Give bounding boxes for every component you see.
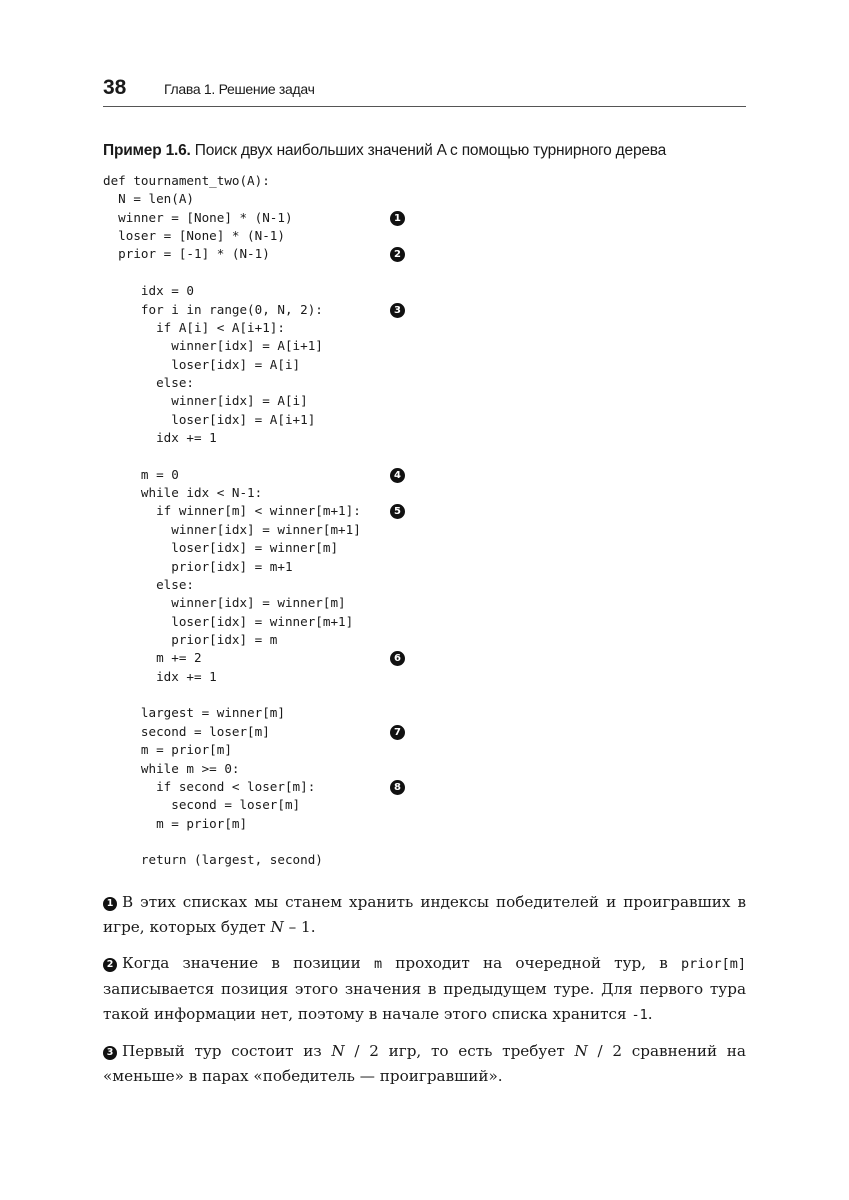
- code-line: def tournament_two(A):: [103, 173, 270, 188]
- code-line: m = prior[m]: [103, 815, 248, 831]
- code-line: winner[idx] = A[i+1]: [103, 338, 323, 354]
- code-line: else:: [103, 576, 194, 592]
- note-marker-2: 2: [103, 958, 117, 972]
- note-marker-3: 3: [103, 1046, 117, 1060]
- note-text: – 1.: [283, 918, 316, 936]
- callout-marker-4: 4: [390, 468, 405, 483]
- code-line: winner[idx] = winner[m]: [103, 595, 346, 611]
- code-line: m = 0: [103, 466, 179, 482]
- code-line: if A[i] < A[i+1]:: [103, 319, 285, 335]
- listing-title: Поиск двух наибольших значений A с помощью турнирного дерева: [194, 142, 667, 159]
- math-variable: N: [331, 1042, 345, 1060]
- listing-caption: [103, 142, 763, 160]
- code-line: else:: [103, 374, 194, 390]
- code-line: second = loser[m]: [103, 723, 270, 739]
- callout-marker-3: 3: [390, 303, 405, 318]
- listing-label: Пример 1.6.: [103, 142, 191, 159]
- note-marker-1: 1: [103, 897, 117, 911]
- code-line: for i in range(0, N, 2):: [103, 301, 323, 317]
- callout-marker-5: 5: [390, 504, 405, 519]
- code-line: winner[idx] = A[i]: [103, 393, 308, 409]
- callout-marker-7: 7: [390, 725, 405, 740]
- code-line: loser = [None] * (N-1): [103, 228, 285, 244]
- code-line: winner[idx] = winner[m+1]: [103, 521, 361, 537]
- code-line: [103, 833, 361, 851]
- code-line: idx += 1: [103, 668, 217, 684]
- code-line: if second < loser[m]:: [103, 778, 316, 794]
- note-text: записывается позиция этого значения в предыдущем туре. Для первого тура такой информации нет, поэтому в начале этого списка хранится: [103, 980, 746, 1023]
- code-line: largest = winner[m]: [103, 705, 285, 721]
- running-header: [103, 76, 746, 107]
- callout-marker-2: 2: [390, 247, 405, 262]
- inline-code: -1: [631, 1007, 648, 1023]
- note-text: Когда значение в позиции: [122, 954, 374, 972]
- code-line: [103, 447, 361, 465]
- code-line: while idx < N-1:: [103, 485, 263, 501]
- code-line: idx += 1: [103, 430, 217, 446]
- chapter-title: Глава 1. Решение задач: [164, 81, 315, 97]
- note-text: проходит на очередной тур, в: [382, 954, 681, 972]
- code-line: idx = 0: [103, 283, 194, 299]
- code-line: while m >= 0:: [103, 760, 240, 776]
- math-variable: N: [574, 1042, 588, 1060]
- code-line: loser[idx] = winner[m+1]: [103, 613, 354, 629]
- note-text: .: [647, 1005, 653, 1023]
- callout-marker-6: 6: [390, 651, 405, 666]
- code-line: prior = [-1] * (N-1): [103, 246, 270, 262]
- note-text: Первый тур состоит из: [122, 1042, 332, 1060]
- callout-marker-1: 1: [390, 211, 405, 226]
- note-text: В этих списках мы станем хранить индексы победителей и проигравших в игре, которых будет: [103, 893, 746, 936]
- code-line: loser[idx] = A[i]: [103, 356, 301, 372]
- note-text: / 2 сравнений на «меньше» в парах «победитель — проигравший».: [103, 1042, 746, 1085]
- note-3: [103, 1039, 746, 1089]
- code-line: [103, 686, 361, 704]
- math-variable: N: [270, 918, 284, 936]
- code-line: second = loser[m]: [103, 797, 301, 813]
- page-number: 38: [103, 76, 127, 99]
- code-line: [103, 264, 361, 282]
- code-line: return (largest, second): [103, 852, 323, 868]
- code-line: prior[idx] = m+1: [103, 558, 293, 574]
- inline-code: prior[m]: [680, 956, 746, 972]
- note-2: [103, 951, 746, 1028]
- code-listing: [103, 172, 361, 870]
- code-line: if winner[m] < winner[m+1]:: [103, 503, 361, 519]
- code-line: prior[idx] = m: [103, 631, 278, 647]
- code-line: loser[idx] = winner[m]: [103, 540, 339, 556]
- notes: [103, 890, 746, 1100]
- note-text: / 2 игр, то есть требует: [344, 1042, 575, 1060]
- code-line: loser[idx] = A[i+1]: [103, 411, 316, 427]
- note-1: [103, 890, 746, 940]
- inline-code: m: [373, 956, 383, 972]
- code-line: m = prior[m]: [103, 742, 232, 758]
- code-line: N = len(A): [103, 191, 194, 207]
- code-line: winner = [None] * (N-1): [103, 209, 293, 225]
- code-line: m += 2: [103, 650, 202, 666]
- callout-marker-8: 8: [390, 780, 405, 795]
